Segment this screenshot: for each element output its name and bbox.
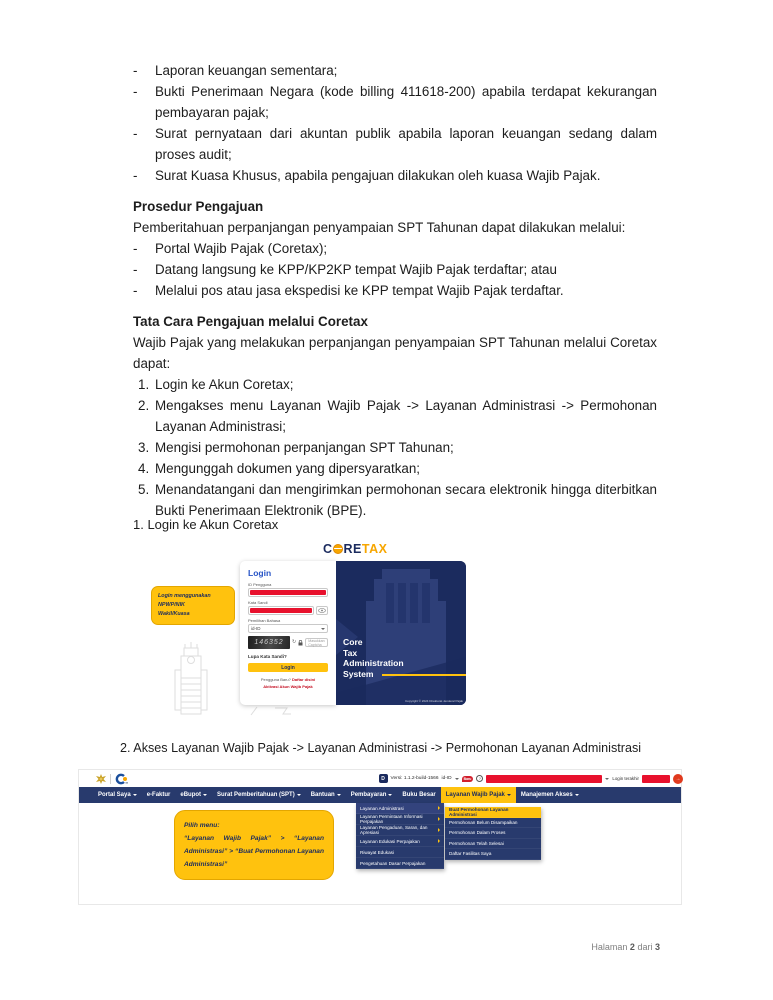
section-heading: Tata Cara Pengajuan melalui Coretax bbox=[133, 314, 368, 329]
footer-label: Halaman bbox=[591, 942, 628, 952]
version-text: Versi: 1.1.2-build-1566 bbox=[390, 776, 439, 781]
chevron-down-icon bbox=[507, 794, 511, 796]
callout-line: Pilih menu: bbox=[184, 822, 220, 829]
register-row bbox=[248, 676, 328, 683]
chevron-down-icon bbox=[575, 794, 579, 796]
portal-topbar bbox=[79, 770, 681, 787]
submenu-label: Buat Permohonan Layanan Administrasi bbox=[449, 806, 509, 817]
d-badge: D bbox=[379, 774, 388, 783]
garuda-logo bbox=[95, 773, 107, 785]
new-user-text: Pengguna Baru? bbox=[260, 677, 291, 682]
dropdown-item-pengetahuan-dasar[interactable] bbox=[356, 858, 444, 869]
menu-label: Layanan Wajib Pajak bbox=[445, 792, 505, 798]
callout-menu-path: “Layanan Wajib Pajak” > “Layanan Administrasi” > “Buat Permohonan Layanan Administrasi” bbox=[184, 835, 324, 868]
numbered-item bbox=[133, 458, 657, 479]
dropdown-label: Layanan Edukasi Perpajakan bbox=[360, 838, 420, 844]
hero-accent-line bbox=[382, 674, 466, 676]
password-field[interactable] bbox=[248, 606, 314, 615]
numbered-item-text: Login ke Akun Coretax; bbox=[155, 377, 294, 392]
captcha-placeholder: Masukkan Captcha bbox=[308, 638, 325, 647]
numbered-item bbox=[133, 437, 657, 458]
submenu-item-belum-disampaikan[interactable] bbox=[445, 818, 541, 829]
dropdown-label: Riwayat Edukasi bbox=[360, 849, 394, 855]
redacted-login-time bbox=[642, 775, 670, 783]
login-form-card bbox=[240, 561, 336, 705]
tower-sketch bbox=[167, 640, 215, 718]
numbered-item bbox=[133, 395, 657, 437]
menu-instruction-callout bbox=[174, 810, 334, 880]
submenu-label: Daftar Fasilitas Saya bbox=[449, 851, 492, 857]
chevron-down-icon bbox=[605, 778, 609, 780]
chevron-down-icon bbox=[133, 794, 137, 796]
item-number: 2. bbox=[138, 398, 150, 413]
logo-letter-c: C bbox=[323, 542, 333, 556]
menu-label: eBupot bbox=[180, 792, 202, 798]
menu-item-ebupot[interactable] bbox=[175, 787, 212, 803]
requirements-list bbox=[133, 60, 657, 186]
menu-label: Pembayaran bbox=[350, 792, 387, 798]
dropdown-item-pengaduan[interactable] bbox=[356, 825, 444, 836]
menu-item-spt[interactable] bbox=[212, 787, 306, 803]
submenu-arrow-icon bbox=[438, 828, 440, 832]
submenu-arrow-icon bbox=[438, 806, 440, 810]
menu-item-buku-besar[interactable] bbox=[397, 787, 440, 803]
tatacara-section bbox=[133, 311, 657, 521]
logo-letters-tax: TAX bbox=[361, 542, 388, 556]
dropdown-item-edukasi[interactable] bbox=[356, 836, 444, 847]
submenu-arrow-icon bbox=[438, 839, 440, 843]
login-screenshot bbox=[95, 540, 475, 732]
submenu-label: Permohonan Dalam Proses bbox=[449, 830, 506, 836]
bullet-dash: - bbox=[133, 283, 138, 298]
bullet-dash: - bbox=[133, 168, 138, 183]
menu-item-portal-saya[interactable] bbox=[93, 787, 142, 803]
sketch-marks bbox=[245, 706, 295, 716]
password-label: Kata Sandi bbox=[248, 600, 268, 605]
list-item-text: Datang langsung ke KPP/KP2KP tempat Wajib Pajak terdaftar; atau bbox=[155, 262, 557, 277]
coretax-mini-logo bbox=[114, 773, 128, 785]
language-value: id-ID bbox=[441, 776, 452, 781]
help-icon[interactable]: ? bbox=[476, 775, 483, 782]
section-intro: Pemberitahuan perpanjangan penyampaian SPT Tahunan dapat dilakukan melalui: bbox=[133, 220, 626, 235]
dropdown-label: Layanan Permintaan Informasi Perpajakan bbox=[360, 814, 423, 824]
dropdown-label: Layanan Pengaduan, Saran, dan Apresiasi bbox=[360, 825, 428, 835]
chevron-down-icon bbox=[203, 794, 207, 796]
item-number: 4. bbox=[138, 461, 150, 476]
list-item-text: Melalui pos atau jasa ekspedisi ke KPP tempat Wajib Pajak terdaftar. bbox=[155, 283, 564, 298]
bullet-dash: - bbox=[133, 126, 138, 141]
hero-line: System bbox=[343, 668, 374, 679]
chevron-down-icon bbox=[388, 794, 392, 796]
bullet-dash: - bbox=[133, 84, 138, 99]
divider bbox=[110, 774, 111, 784]
menu-item-manajemen-akses[interactable] bbox=[516, 787, 584, 803]
logo-letters-re: RE bbox=[343, 542, 362, 556]
coretax-logo bbox=[323, 542, 387, 556]
register-link[interactable]: Daftar disini bbox=[292, 677, 316, 682]
password-visibility-toggle[interactable] bbox=[316, 606, 328, 615]
building-illustration bbox=[336, 561, 466, 705]
item-number: 5. bbox=[138, 482, 150, 497]
user-id-label: ID Pengguna bbox=[248, 582, 272, 587]
language-selector[interactable] bbox=[442, 776, 452, 781]
chevron-down-icon bbox=[455, 778, 459, 780]
list-item-text: Portal Wajib Pajak (Coretax); bbox=[155, 241, 328, 256]
page-number-footer bbox=[591, 942, 660, 952]
menu-item-bantuan[interactable] bbox=[306, 787, 346, 803]
dropdown-item-layanan-administrasi[interactable] bbox=[356, 803, 444, 814]
last-login-label: Login terakhir bbox=[612, 776, 639, 781]
numbered-item-text: Menandatangani dan mengirimkan permohonan secara elektronik hingga diterbitkan Bukti Penerimaan Elektronik (BPE). bbox=[155, 482, 657, 518]
menu-item-e-faktur[interactable] bbox=[142, 787, 176, 803]
item-number: 1. bbox=[138, 377, 150, 392]
chevron-down-icon bbox=[297, 794, 301, 796]
callout-line: Wakil/Kuasa bbox=[158, 611, 190, 617]
submenu-item-buat-permohonan[interactable] bbox=[445, 807, 541, 818]
list-item bbox=[133, 259, 657, 280]
list-item-text: Surat Kuasa Khusus, apabila pengajuan dilakukan oleh kuasa Wajib Pajak. bbox=[155, 168, 601, 183]
list-item bbox=[133, 123, 657, 165]
dropdown-item-riwayat-edukasi[interactable] bbox=[356, 847, 444, 858]
numbered-item-text: Mengisi permohonan perpanjangan SPT Tahunan; bbox=[155, 440, 454, 455]
language-select[interactable] bbox=[248, 624, 328, 633]
captcha-image: 146352 bbox=[248, 636, 290, 649]
figure1-caption: 1. Login ke Akun Coretax bbox=[133, 517, 279, 532]
chevron-down-icon bbox=[337, 794, 341, 796]
submenu-arrow-icon bbox=[438, 817, 440, 821]
submenu-label: Permohonan Belum Disampaikan bbox=[449, 819, 518, 825]
login-form-title: Login bbox=[248, 568, 272, 578]
list-item-text: Surat pernyataan dari akuntan publik apabila laporan keuangan sedang dalam proses audit; bbox=[155, 126, 657, 162]
menu-item-pembayaran[interactable] bbox=[346, 787, 398, 803]
menu-label: Manajemen Akses bbox=[520, 792, 573, 798]
redacted-user-id-value bbox=[250, 590, 326, 595]
refresh-icon[interactable]: ↻ bbox=[292, 639, 297, 645]
chevron-down-icon bbox=[321, 628, 325, 630]
submenu-item-telah-selesai[interactable] bbox=[445, 839, 541, 850]
list-item bbox=[133, 81, 657, 123]
bullet-dash: - bbox=[133, 63, 138, 78]
language-value: id-ID bbox=[251, 626, 261, 631]
hero-panel bbox=[336, 561, 466, 705]
redacted-username-field[interactable] bbox=[486, 775, 602, 783]
numbered-item bbox=[133, 479, 657, 521]
hero-line: Administration bbox=[343, 658, 404, 668]
item-number: 3. bbox=[138, 440, 150, 455]
bullet-dash: - bbox=[133, 262, 138, 277]
layanan-dropdown-menu bbox=[356, 803, 444, 869]
dropdown-item-permintaan-informasi[interactable] bbox=[356, 814, 444, 825]
list-item bbox=[133, 165, 657, 186]
login-callout bbox=[151, 586, 235, 625]
menu-label: Surat Pemberitahuan (SPT) bbox=[217, 792, 295, 798]
callout-line: Login menggunakan NPWP/NIK bbox=[158, 593, 211, 608]
hero-copyright: Copyright © 2024 Direktorat Jenderal Pajak bbox=[405, 699, 463, 703]
menu-label: Buku Besar bbox=[402, 792, 436, 798]
forgot-password-link[interactable]: Lupa Kata Sandi? bbox=[248, 654, 287, 659]
submenu-label: Permohonan Telah Selesai bbox=[449, 840, 504, 846]
menu-item-layanan-wajib-pajak[interactable] bbox=[441, 787, 516, 803]
footer-page-number: 2 bbox=[629, 942, 635, 952]
logout-icon[interactable]: → bbox=[673, 774, 683, 784]
prosedur-section bbox=[133, 196, 657, 301]
portal-menubar bbox=[79, 787, 681, 803]
hero-line: Core bbox=[343, 637, 363, 647]
user-id-field[interactable] bbox=[248, 588, 328, 597]
bullet-dash: - bbox=[133, 241, 138, 256]
captcha-input[interactable] bbox=[305, 638, 328, 647]
list-item-text: Bukti Penerimaan Negara (kode billing 411618-200) apabila terdapat kekurangan pembayaran pajak; bbox=[155, 84, 657, 120]
redacted-password-value bbox=[250, 608, 312, 613]
language-label: Pemilihan Bahasa bbox=[248, 618, 281, 623]
activation-link[interactable]: Aktivasi Akun Wajib Pajak bbox=[263, 684, 313, 689]
numbered-item-text: Mengunggah dokumen yang dipersyaratkan; bbox=[155, 461, 421, 476]
figure2-caption: 2. Akses Layanan Wajib Pajak -> Layanan Administrasi -> Permohonan Layanan Administrasi bbox=[120, 741, 642, 755]
footer-total-pages: 3 bbox=[654, 942, 660, 952]
hero-title bbox=[343, 637, 404, 679]
list-item-text: Laporan keuangan sementara; bbox=[155, 63, 338, 78]
dropdown-label: Pengetahuan Dasar Perpajakan bbox=[360, 860, 426, 866]
numbered-item bbox=[133, 374, 657, 395]
menu-label: e-Faktur bbox=[146, 792, 171, 798]
menu-label: Portal Saya bbox=[98, 792, 131, 798]
submenu-item-daftar-fasilitas[interactable] bbox=[445, 849, 541, 860]
section-heading: Prosedur Pengajuan bbox=[133, 199, 264, 214]
eye-icon bbox=[318, 608, 326, 613]
menu-label: Bantuan bbox=[310, 792, 335, 798]
hero-line: Tax bbox=[343, 647, 358, 658]
login-button[interactable]: Login bbox=[248, 663, 328, 672]
submenu-item-dalam-proses[interactable] bbox=[445, 828, 541, 839]
baru-badge[interactable]: Baru bbox=[463, 776, 472, 781]
list-item bbox=[133, 238, 657, 259]
dropdown-label: Layanan Administrasi bbox=[360, 805, 404, 811]
footer-of-label: dari bbox=[637, 942, 653, 952]
administrasi-submenu bbox=[445, 807, 541, 860]
section-intro: Wajib Pajak yang melakukan perpanjangan penyampaian SPT Tahunan melalui Coretax dapat: bbox=[133, 335, 657, 371]
portal-screenshot bbox=[78, 769, 682, 905]
logo-globe-icon bbox=[333, 544, 343, 554]
lock-icon bbox=[298, 640, 303, 646]
numbered-item-text: Mengakses menu Layanan Wajib Pajak -> Layanan Administrasi -> Permohonan Layanan Administrasi; bbox=[155, 398, 657, 434]
list-item bbox=[133, 280, 657, 301]
list-item bbox=[133, 60, 657, 81]
